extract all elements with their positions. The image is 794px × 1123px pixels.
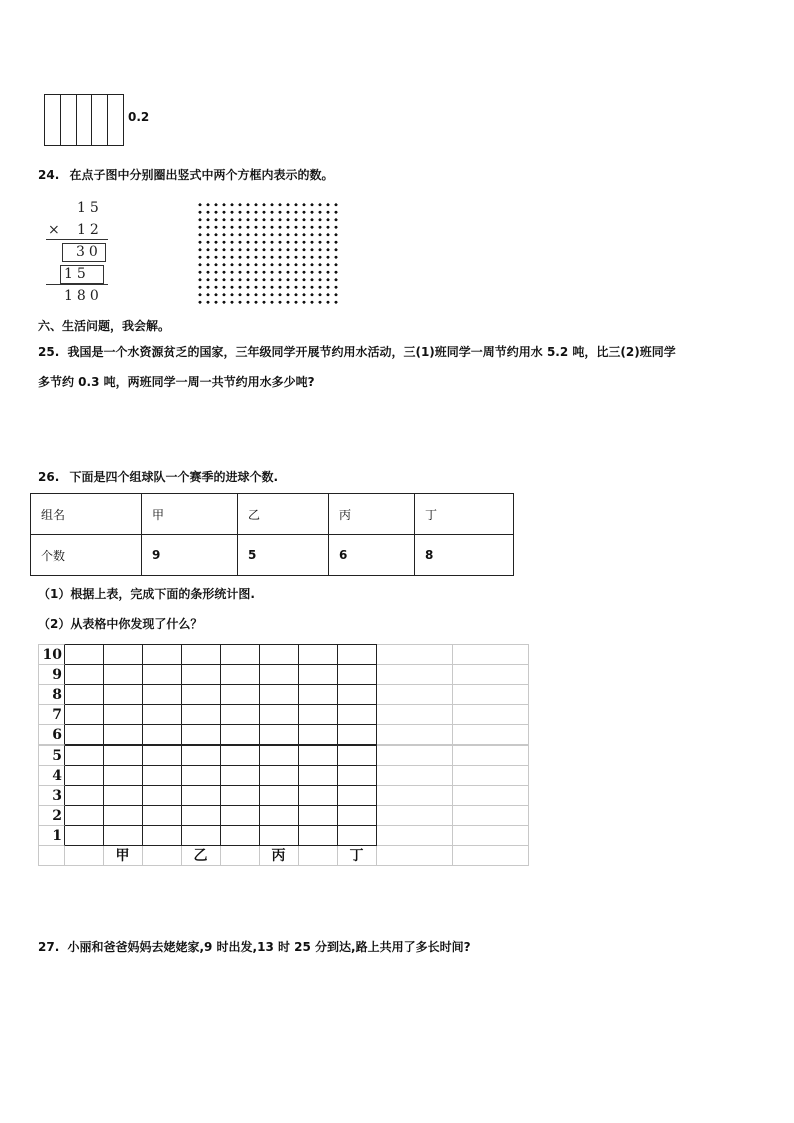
table-cell: 甲 (142, 494, 238, 535)
table-cell: 5 (238, 535, 329, 576)
grid-cell (220, 745, 260, 766)
grid-cell-light (376, 845, 453, 866)
grid-cell-light (376, 745, 453, 766)
grid-cell (298, 704, 338, 725)
question-26 (38, 469, 278, 485)
table-cell: 8 (415, 535, 514, 576)
grid-cell (181, 644, 221, 665)
grid-cell-light (376, 785, 453, 806)
grid-cell-light (376, 664, 453, 685)
grid-cell-light (452, 664, 529, 685)
grid-cell (259, 664, 299, 685)
grid-cell (103, 664, 143, 685)
table-row (31, 535, 514, 576)
fraction-value: 0.2 (128, 110, 150, 124)
y-axis-label: 6 (52, 727, 62, 744)
grid-cell (103, 765, 143, 786)
y-axis-label: 7 (52, 707, 62, 724)
grid-cell (64, 664, 104, 685)
grid-cell (64, 805, 104, 826)
grid-cell (220, 644, 260, 665)
strip (108, 95, 123, 145)
grid-cell (298, 785, 338, 806)
dot-grid (196, 201, 340, 305)
grid-cell (337, 805, 377, 826)
grid-cell (181, 704, 221, 725)
table-cell: 个数 (31, 535, 142, 576)
grid-cell (298, 745, 338, 766)
grid-cell (259, 644, 299, 665)
question-25 (38, 344, 676, 360)
grid-cell (142, 825, 182, 846)
grid-cell (259, 745, 299, 766)
multiplicand: 15 (77, 200, 103, 216)
grid-cell (220, 684, 260, 705)
grid-cell (103, 745, 143, 766)
grid-cell (259, 785, 299, 806)
grid-cell (337, 724, 377, 745)
grid-cell (181, 785, 221, 806)
y-axis-label: 1 (52, 827, 62, 844)
partial-product-2: 15 (64, 266, 90, 282)
grid-cell (181, 825, 221, 846)
question-number: 27. (38, 940, 60, 954)
sub-question-2: （2）从表格中你发现了什么？ (38, 617, 203, 631)
grid-cell (142, 765, 182, 786)
grid-cell (181, 724, 221, 745)
grid-cell (298, 765, 338, 786)
grid-cell (337, 704, 377, 725)
strip (77, 95, 93, 145)
grid-cell (337, 684, 377, 705)
grid-cell (142, 644, 182, 665)
x-axis-label: 丙 (271, 848, 286, 864)
y-axis-label: 10 (42, 647, 62, 663)
grid-cell-axis (64, 845, 104, 866)
grid-cell (64, 724, 104, 745)
y-axis-label: 9 (52, 667, 62, 684)
calc-divider (46, 284, 108, 285)
section-title: 六、生活问题，我会解。 (38, 319, 171, 333)
question-27 (38, 939, 471, 955)
grid-cell (103, 785, 143, 806)
grid-cell (103, 825, 143, 846)
y-axis-label: 5 (52, 747, 62, 764)
grid-cell (142, 704, 182, 725)
x-axis-label: 甲 (115, 848, 130, 864)
grid-cell-light (452, 845, 529, 866)
grid-cell-axis (142, 845, 182, 866)
grid-cell-light (376, 684, 453, 705)
question-text: 小丽和爸爸妈妈去姥姥家,9 时出发,13 时 25 分到达,路上共用了多长时间? (67, 940, 471, 954)
grid-cell (64, 644, 104, 665)
grid-cell-light (376, 724, 453, 745)
calc-divider (46, 239, 108, 240)
grid-cell (220, 785, 260, 806)
grid-cell (142, 684, 182, 705)
grid-cell (298, 664, 338, 685)
grid-cell (64, 684, 104, 705)
grid-cell-axis (298, 845, 338, 866)
grid-cell-light (376, 825, 453, 846)
grid-cell-light (452, 704, 529, 725)
table-cell: 丁 (415, 494, 514, 535)
grid-cell (103, 704, 143, 725)
grid-cell-light (376, 704, 453, 725)
grid-cell (259, 805, 299, 826)
product-result: 180 (64, 288, 103, 304)
grid-cell (298, 644, 338, 665)
grid-cell (337, 785, 377, 806)
grid-cell-light (452, 785, 529, 806)
grid-cell-light (452, 765, 529, 786)
grid-cell (181, 684, 221, 705)
grid-cell-light (452, 825, 529, 846)
table-cell: 乙 (238, 494, 329, 535)
grid-cell (142, 664, 182, 685)
table-header-row (31, 494, 514, 535)
strip (45, 95, 61, 145)
question-text-line1: 我国是一个水资源贫乏的国家，三年级同学开展节约用水活动，三(1)班同学一周节约用水 5.2 吨，比三(2)班同学 (67, 345, 676, 359)
score-table (30, 493, 514, 576)
grid-cell-light (452, 745, 529, 766)
times-sign: × (48, 222, 60, 238)
grid-cell (64, 745, 104, 766)
grid-cell-light (452, 724, 529, 745)
grid-cell (259, 684, 299, 705)
grid-cell (298, 805, 338, 826)
table-cell: 9 (142, 535, 238, 576)
grid-cell (142, 805, 182, 826)
grid-cell-light (452, 805, 529, 826)
grid-cell (259, 825, 299, 846)
partial-product-1: 30 (76, 244, 102, 260)
grid-cell (298, 825, 338, 846)
vertical-multiplication (40, 196, 120, 306)
y-axis-label: 3 (52, 787, 62, 804)
grid-cell (181, 745, 221, 766)
grid-cell-light (376, 805, 453, 826)
y-axis-label: 2 (52, 807, 62, 824)
grid-cell-light (452, 644, 529, 665)
strip (92, 95, 108, 145)
grid-cell (298, 724, 338, 745)
grid-cell (103, 644, 143, 665)
grid-cell-axis (38, 845, 65, 866)
x-axis-label: 丁 (349, 848, 364, 864)
strip (61, 95, 77, 145)
bar-chart-grid (38, 644, 528, 864)
grid-cell (181, 805, 221, 826)
question-number: 25. (38, 345, 60, 359)
y-axis-label: 4 (52, 767, 62, 784)
sub-question-1: （1）根据上表，完成下面的条形统计图. (38, 587, 255, 601)
grid-cell (103, 684, 143, 705)
question-24 (38, 167, 333, 183)
grid-cell-light (452, 684, 529, 705)
grid-cell (181, 664, 221, 685)
grid-cell (142, 785, 182, 806)
question-text: 在点子图中分别圈出竖式中两个方框内表示的数。 (69, 168, 334, 182)
grid-cell (259, 724, 299, 745)
table-cell: 丙 (329, 494, 415, 535)
grid-cell (64, 704, 104, 725)
grid-cell (337, 745, 377, 766)
grid-cell (64, 765, 104, 786)
grid-cell (220, 805, 260, 826)
grid-cell (337, 765, 377, 786)
grid-cell (220, 704, 260, 725)
question-number: 24. (38, 168, 60, 182)
x-axis-label: 乙 (193, 848, 208, 864)
grid-cell (220, 724, 260, 745)
grid-cell-light (376, 765, 453, 786)
grid-cell-light (376, 644, 453, 665)
grid-cell (64, 785, 104, 806)
table-cell: 组名 (31, 494, 142, 535)
grid-cell (181, 765, 221, 786)
y-axis-label: 8 (52, 687, 62, 704)
grid-cell (220, 825, 260, 846)
grid-cell (103, 724, 143, 745)
question-text: 下面是四个组球队一个赛季的进球个数. (69, 470, 279, 484)
grid-cell (259, 704, 299, 725)
grid-cell (103, 805, 143, 826)
grid-cell (337, 644, 377, 665)
grid-cell (64, 825, 104, 846)
grid-cell (142, 724, 182, 745)
question-number: 26. (38, 470, 60, 484)
grid-cell (220, 765, 260, 786)
fraction-strip-figure (44, 94, 124, 146)
grid-cell (259, 765, 299, 786)
question-text-line2: 多节约 0.3 吨，两班同学一周一共节约用水多少吨? (38, 375, 315, 389)
multiplier: 12 (77, 222, 103, 238)
grid-cell (337, 664, 377, 685)
grid-cell (142, 745, 182, 766)
table-cell: 6 (329, 535, 415, 576)
grid-cell-axis (220, 845, 260, 866)
grid-cell (220, 664, 260, 685)
grid-cell (298, 684, 338, 705)
grid-cell (337, 825, 377, 846)
